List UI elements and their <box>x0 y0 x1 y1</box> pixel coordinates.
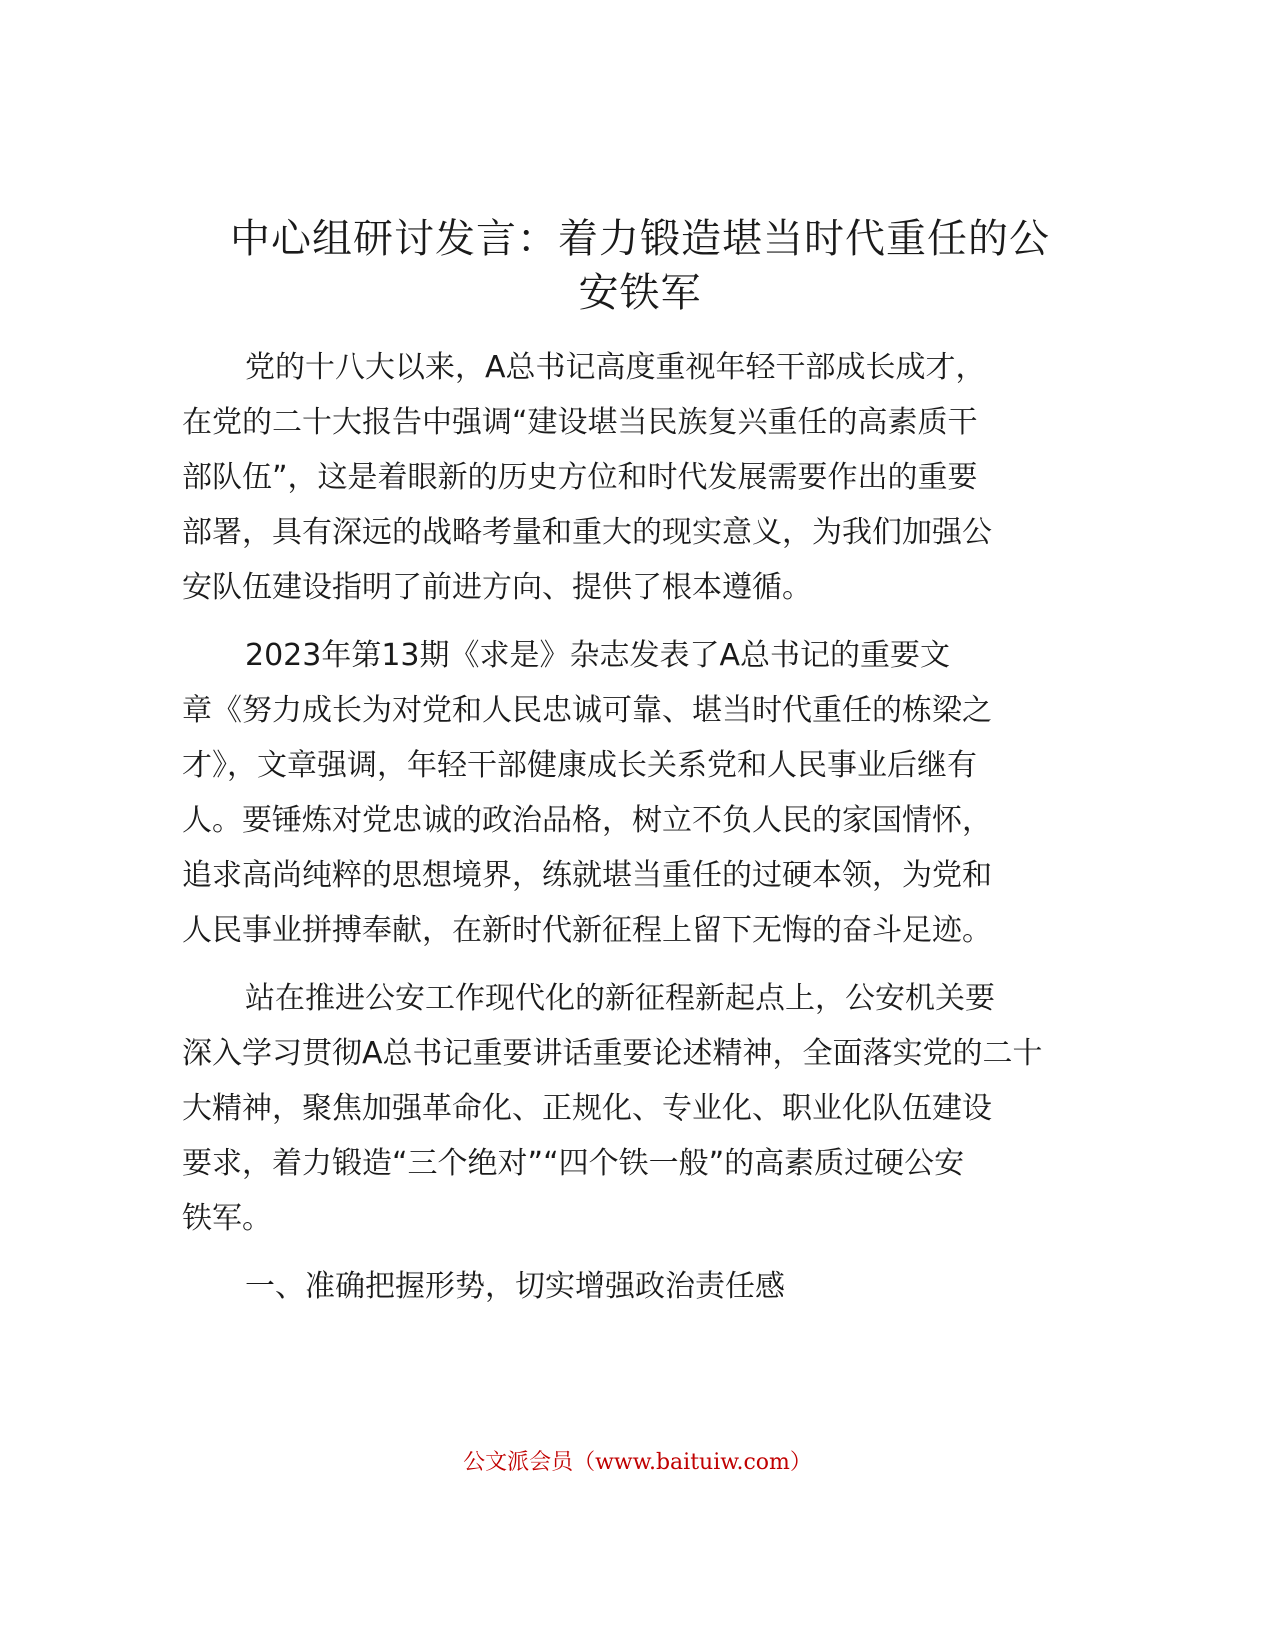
title-line-1: 中心组研讨发言：着力锻造堪当时代重任的公 <box>230 216 1050 262</box>
paragraph-line: 站在推进公安工作现代化的新征程新起点上，公安机关要 <box>245 981 995 1016</box>
paragraph-line: 追求高尚纯粹的思想境界，练就堪当重任的过硬本领，为党和 <box>182 858 992 893</box>
footer-watermark: 公文派会员（www.baituiw.com） <box>463 1450 812 1475</box>
paragraph-line: 2023年第13期《求是》杂志发表了A总书记的重要文 <box>245 638 951 673</box>
section-heading <box>182 1259 1042 1314</box>
paragraph-line: 才》，文章强调，年轻干部健康成长关系党和人民事业后继有 <box>182 748 977 783</box>
paragraph-2 <box>182 628 1042 958</box>
paragraph-line: 在党的二十大报告中强调“建设堪当民族复兴重任的高素质干 <box>182 405 978 440</box>
paragraph-3 <box>182 971 1042 1246</box>
paragraph-line: 人民事业拼搏奉献，在新时代新征程上留下无悔的奋斗足迹。 <box>182 913 992 948</box>
paragraph-line: 大精神，聚焦加强革命化、正规化、专业化、职业化队伍建设 <box>182 1091 992 1126</box>
paragraph-line: 人。要锤炼对党忠诚的政治品格，树立不负人民的家国情怀， <box>182 803 992 838</box>
title-line-2: 安铁军 <box>578 270 702 316</box>
section-heading-text: 一、准确把握形势，切实增强政治责任感 <box>245 1269 785 1304</box>
paragraph-line: 章《努力成长为对党和人民忠诚可靠、堪当时代重任的栋梁之 <box>182 693 992 728</box>
document-title <box>185 212 1095 320</box>
paragraph-line: 安队伍建设指明了前进方向、提供了根本遵循。 <box>182 570 812 605</box>
document-body <box>182 340 1042 1327</box>
paragraph-line: 铁军。 <box>182 1201 272 1236</box>
paragraph-1 <box>182 340 1042 615</box>
paragraph-line: 要求，着力锻造“三个绝对”“四个铁一般”的高素质过硬公安 <box>182 1146 965 1181</box>
paragraph-line: 部队伍”，这是着眼新的历史方位和时代发展需要作出的重要 <box>182 460 978 495</box>
paragraph-line: 党的十八大以来，A总书记高度重视年轻干部成长成才， <box>245 350 986 385</box>
paragraph-line: 部署，具有深远的战略考量和重大的现实意义，为我们加强公 <box>182 515 992 550</box>
paragraph-line: 深入学习贯彻A总书记重要讲话重要论述精神，全面落实党的二十 <box>182 1036 1043 1071</box>
